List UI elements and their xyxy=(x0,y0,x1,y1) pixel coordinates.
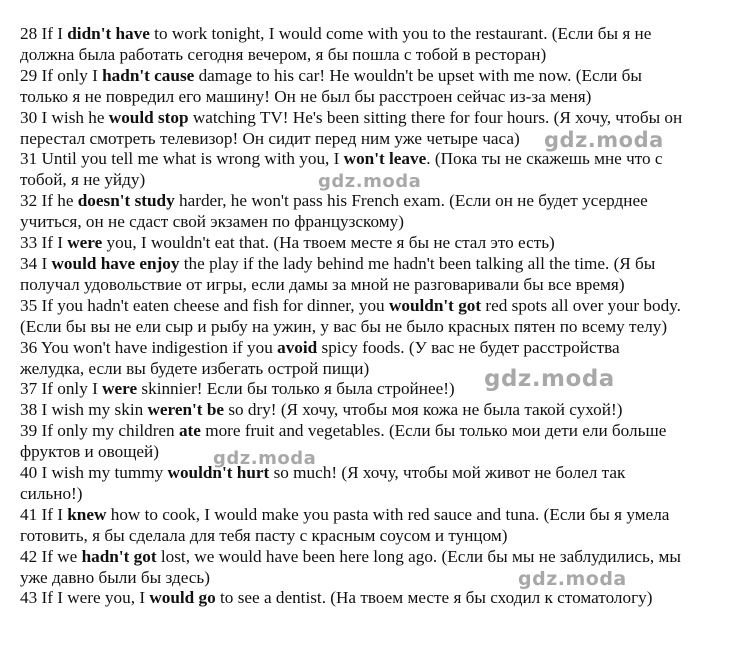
text-line xyxy=(20,24,740,45)
line-text: должна была работать сегодня вечером, я бы пошла с тобой в ресторан) xyxy=(20,44,547,64)
line-text: получал удовольствие от игры, если дамы за мной не разговаривали бы все время) xyxy=(20,274,625,294)
text-line xyxy=(20,108,740,129)
line-text: 42 If we xyxy=(20,546,82,566)
answer-text: were xyxy=(102,379,138,399)
line-text: lost, we would have been here long ago. (Если бы мы не заблудились, мы xyxy=(156,546,681,566)
text-line xyxy=(20,463,740,484)
watermark: gdz.moda xyxy=(484,366,615,392)
text-line xyxy=(20,296,740,317)
answer-text: would have enjoy xyxy=(51,253,180,273)
answer-text: avoid xyxy=(277,337,318,357)
watermark: gdz.moda xyxy=(213,448,317,469)
line-text: 40 I wish my tummy xyxy=(20,463,168,483)
text-line xyxy=(20,442,740,463)
answer-text: were xyxy=(67,233,103,253)
text-line xyxy=(20,526,740,547)
line-text: . (Пока ты не скажешь мне что с xyxy=(426,149,663,169)
text-line xyxy=(20,233,740,254)
text-line xyxy=(20,212,740,233)
answer-text: would stop xyxy=(108,107,189,127)
line-text: so dry! (Я хочу, чтобы моя кожа не была такой сухой!) xyxy=(224,400,623,420)
line-text: so much! (Я хочу, чтобы мой живот не болел так xyxy=(269,463,626,483)
answer-text: didn't have xyxy=(67,24,150,43)
line-text: watching TV! He's been sitting there for four hours. (Я хочу, чтобы он xyxy=(188,107,683,127)
line-text: 36 You won't have indigestion if you xyxy=(20,337,278,357)
text-line xyxy=(20,275,740,296)
line-text: more fruit and vegetables. (Если бы только мои дети ели больше xyxy=(200,421,667,441)
line-text: to work tonight, I would come with you to the restaurant. (Если бы я не xyxy=(149,24,652,43)
line-text: учиться, он не сдаст свой экзамен по французскому) xyxy=(20,212,404,232)
text-line xyxy=(20,359,740,380)
line-text: 39 If only my children xyxy=(20,421,179,441)
text-line xyxy=(20,191,740,212)
watermark: gdz.moda xyxy=(318,171,422,192)
text-line xyxy=(20,379,740,400)
line-text: уже давно были бы здесь) xyxy=(20,567,210,587)
line-text: skinnier! Если бы только я была стройнее!) xyxy=(137,379,455,399)
line-text: 32 If he xyxy=(20,191,78,211)
line-text: желудка, если вы будете избегать острой пищи) xyxy=(20,358,370,378)
text-line xyxy=(20,568,740,589)
line-text: spicy foods. (У вас не будет расстройства xyxy=(317,337,620,357)
text-line xyxy=(20,87,740,108)
answer-text: hadn't got xyxy=(81,546,157,566)
line-text: 37 If only I xyxy=(20,379,103,399)
text-line xyxy=(20,547,740,568)
line-text: 38 I wish my skin xyxy=(20,400,148,420)
text-line xyxy=(20,66,740,87)
answer-text: wouldn't hurt xyxy=(167,463,270,483)
line-text: 31 Until you tell me what is wrong with you, I xyxy=(20,149,344,169)
text-line xyxy=(20,400,740,421)
text-line xyxy=(20,588,740,609)
answer-text: wouldn't got xyxy=(388,295,482,315)
line-text: harder, he won't pass his French exam. (Если он не будет усерднее xyxy=(174,191,648,211)
text-line xyxy=(20,484,740,505)
answer-text: hadn't cause xyxy=(102,65,195,85)
text-line xyxy=(20,170,740,191)
answer-text: ate xyxy=(178,421,201,441)
text-line xyxy=(20,129,740,150)
line-text: фруктов и овощей) xyxy=(20,442,159,462)
line-text: 30 I wish he xyxy=(20,107,109,127)
line-text: готовить, я бы сделала для тебя пасту с красным соусом и тунцом) xyxy=(20,525,508,545)
line-text: тобой, я не уйду) xyxy=(20,170,146,190)
line-text: how to cook, I would make you pasta with red sauce and tuna. (Если бы я умела xyxy=(106,504,670,524)
watermark: gdz.moda xyxy=(518,568,627,590)
line-text: 35 If you hadn't eaten cheese and fish for dinner, you xyxy=(20,295,389,315)
line-text: сильно!) xyxy=(20,483,83,503)
line-text: the play if the lady behind me hadn't been talking all the time. (Я бы xyxy=(179,253,656,273)
text-line xyxy=(20,254,740,275)
text-line xyxy=(20,505,740,526)
line-text: 34 I xyxy=(20,253,52,273)
line-text: перестал смотреть телевизор! Он сидит перед ним уже четыре часа) xyxy=(20,128,520,148)
answer-text: would go xyxy=(149,588,216,608)
answer-text: knew xyxy=(67,504,107,524)
text-line xyxy=(20,149,740,170)
answer-text: doesn't study xyxy=(77,191,175,211)
answer-text: weren't be xyxy=(147,400,225,420)
line-text: только я не повредил его машину! Он не был бы расстроен сейчас из-за меня) xyxy=(20,86,592,106)
line-text: to see a dentist. (На твоем месте я бы сходил к стоматологу) xyxy=(215,588,653,608)
line-text: 43 If I were you, I xyxy=(20,588,150,608)
line-text: (Если бы вы не ели сыр и рыбу на ужин, у вас бы не было красных пятен по всему телу) xyxy=(20,316,668,336)
text-line xyxy=(20,317,740,338)
line-text: damage to his car! He wouldn't be upset with me now. (Если бы xyxy=(194,65,642,85)
document-body xyxy=(20,24,740,609)
line-text: 33 If I xyxy=(20,233,68,253)
watermark: gdz.moda xyxy=(544,128,664,152)
text-line xyxy=(20,338,740,359)
text-line xyxy=(20,45,740,66)
answer-text: won't leave xyxy=(343,149,427,169)
line-text: 29 If only I xyxy=(20,65,103,85)
text-line xyxy=(20,421,740,442)
line-text: you, I wouldn't eat that. (На твоем месте я бы не стал это есть) xyxy=(102,233,555,253)
line-text: 41 If I xyxy=(20,504,68,524)
line-text: red spots all over your body. xyxy=(481,295,681,315)
line-text: 28 If I xyxy=(20,24,68,43)
